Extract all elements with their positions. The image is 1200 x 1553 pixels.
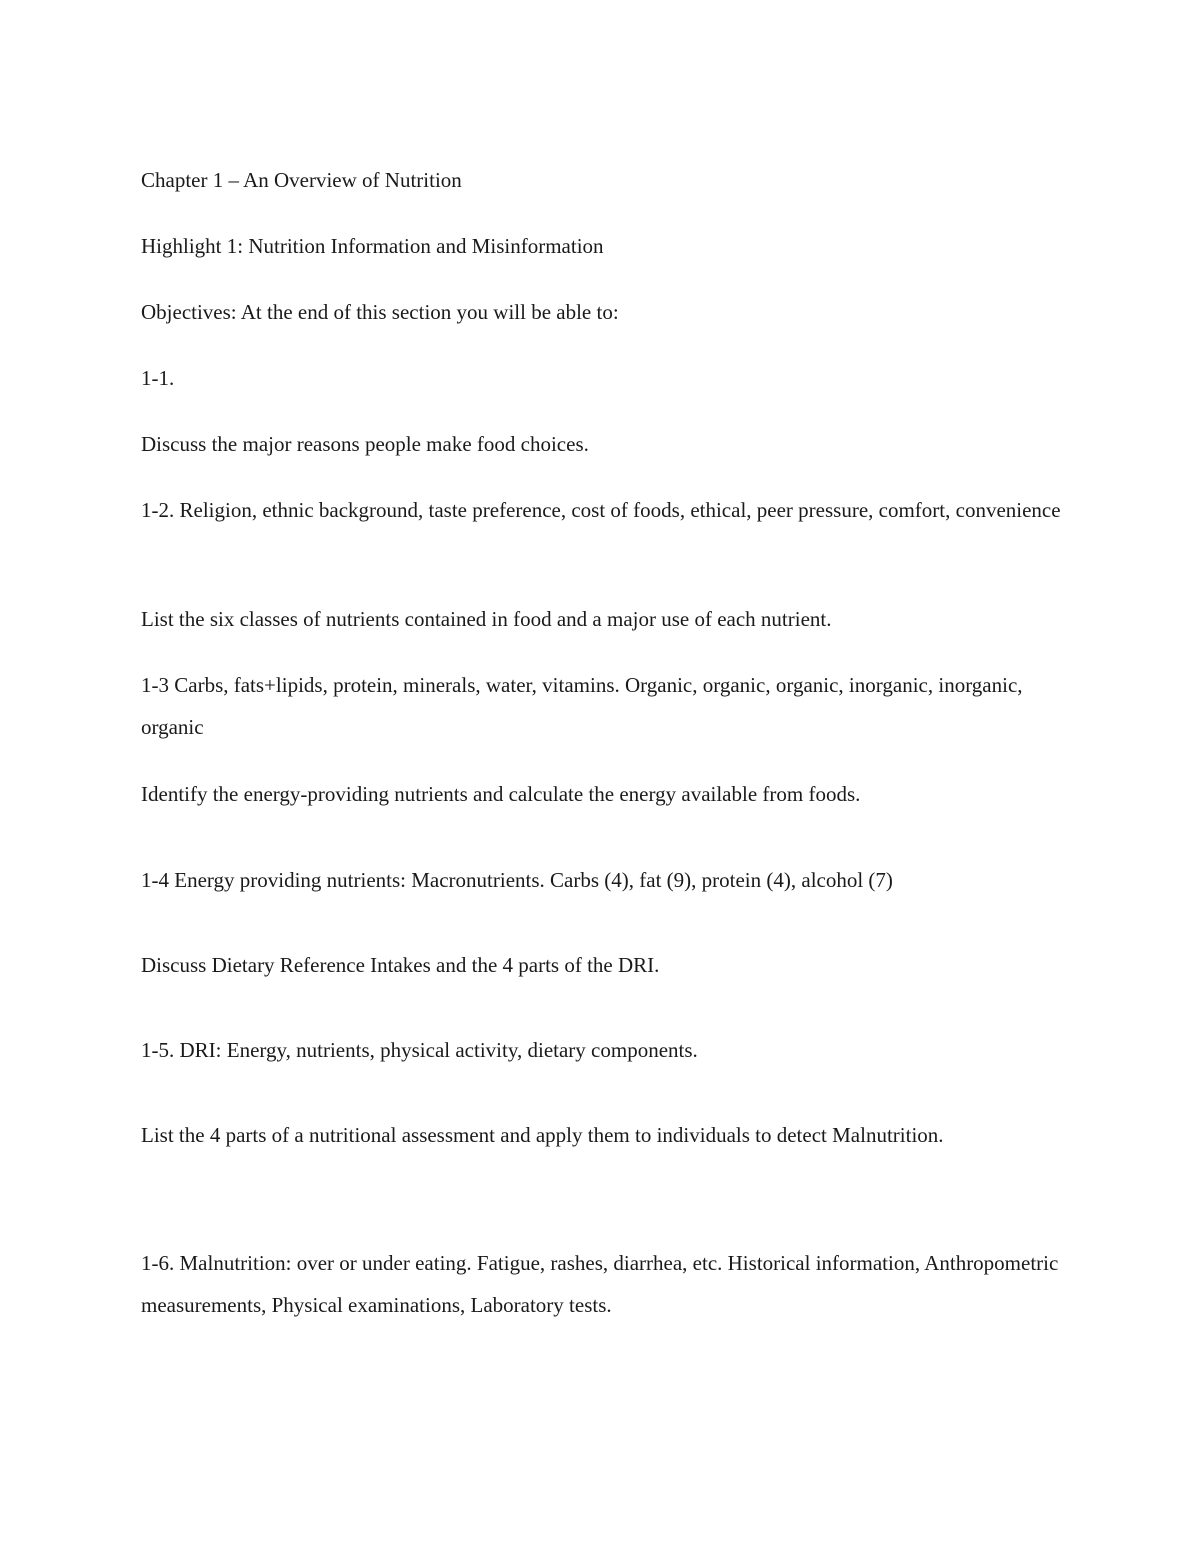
objective-dri: Discuss Dietary Reference Intakes and the 4 parts of the DRI. <box>141 953 660 977</box>
chapter-title: Chapter 1 – An Overview of Nutrition <box>141 168 462 192</box>
objective-number-1-1: 1-1. <box>141 366 175 390</box>
objective-nutrient-classes: List the six classes of nutrients contained in food and a major use of each nutrient. <box>141 607 832 631</box>
answer-1-4: 1-4 Energy providing nutrients: Macronutrients. Carbs (4), fat (9), protein (4), alcohol (7) <box>141 868 893 892</box>
answer-1-6: 1-6. Malnutrition: over or under eating. Fatigue, rashes, diarrhea, etc. Historical information, Anthropometric measurements, Physical examinations, Laboratory tests. <box>141 1251 1059 1317</box>
objective-nutritional-assessment: List the 4 parts of a nutritional assessment and apply them to individuals to detect Malnutrition. <box>141 1123 944 1147</box>
objectives-intro: Objectives: At the end of this section you will be able to: <box>141 300 619 324</box>
answer-1-3: 1-3 Carbs, fats+lipids, protein, minerals, water, vitamins. Organic, organic, organic, inorganic, inorganic, organic <box>141 673 1023 739</box>
highlight-title: Highlight 1: Nutrition Information and Misinformation <box>141 234 604 258</box>
answer-1-2: 1-2. Religion, ethnic background, taste preference, cost of foods, ethical, peer pressure, comfort, convenience <box>141 498 1061 522</box>
objective-food-choices: Discuss the major reasons people make food choices. <box>141 432 589 456</box>
objective-energy-nutrients: Identify the energy-providing nutrients and calculate the energy available from foods. <box>141 782 861 806</box>
answer-1-5: 1-5. DRI: Energy, nutrients, physical activity, dietary components. <box>141 1038 698 1062</box>
